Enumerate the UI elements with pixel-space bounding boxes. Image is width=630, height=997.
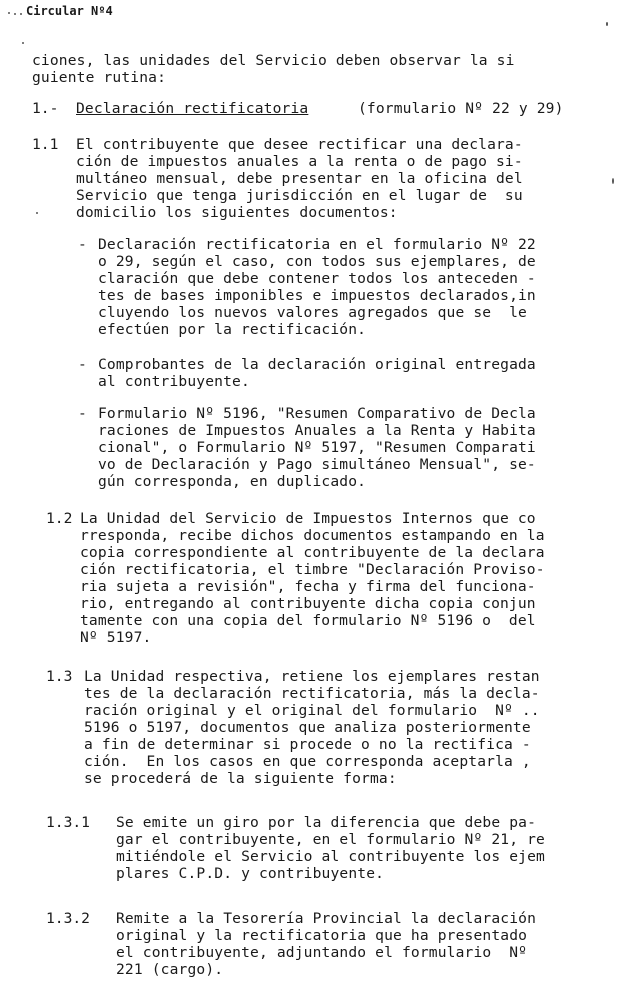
- bullet-dash: -: [78, 356, 87, 373]
- paragraph-line: a fin de determinar si procede o no la rectifica -: [84, 736, 531, 753]
- bullet-line: Declaración rectificatoria en el formulario Nº 22: [98, 236, 536, 253]
- scan-speck: [36, 212, 38, 214]
- paragraph-number: 1.2: [46, 510, 73, 527]
- paragraph-line: Nº 5197.: [80, 629, 152, 646]
- bullet-line: claración que debe contener todos los anteceden -: [98, 270, 536, 287]
- paragraph-line: 5196 o 5197, documentos que analiza posteriormente: [84, 719, 531, 736]
- paragraph-line: La Unidad del Servicio de Impuestos Internos que co: [80, 510, 536, 527]
- paragraph-line: rio, entregando al contribuyente dicha copia conjun: [80, 595, 536, 612]
- paragraph-line: La Unidad respectiva, retiene los ejemplares restan: [84, 668, 540, 685]
- bullet-line: efectúen por la rectificación.: [98, 321, 367, 338]
- paragraph-line: Servicio que tenga jurisdicción en el lugar de su: [76, 187, 523, 204]
- bullet-line: raciones de Impuestos Anuales a la Renta y Habita: [98, 422, 536, 439]
- paragraph-line: El contribuyente que desee rectificar una declara-: [76, 136, 523, 153]
- section-number: 1.-: [32, 100, 59, 117]
- scan-speck: [20, 13, 22, 15]
- paragraph-line: ción rectificatoria, el timbre "Declaración Proviso-: [80, 561, 545, 578]
- bullet-line: cional", o Formulario Nº 5197, "Resumen Comparati: [98, 439, 536, 456]
- bullet-line: cluyendo los nuevos valores agregados que se le: [98, 304, 527, 321]
- paragraph-number: 1.3.2: [46, 910, 90, 927]
- scan-speck: [8, 12, 10, 14]
- section-subtitle: (formulario Nº 22 y 29): [358, 100, 564, 117]
- paragraph-line: el contribuyente, adjuntando el formulario Nº: [116, 944, 528, 961]
- paragraph-line: ción de impuestos anuales a la renta o de pago si-: [76, 153, 523, 170]
- intro-line: ciones, las unidades del Servicio deben observar la si: [32, 52, 515, 69]
- paragraph-line: rresponda, recibe dichos documentos estampando en la: [80, 527, 545, 544]
- paragraph-line: domicilio los siguientes documentos:: [76, 204, 398, 221]
- paragraph-line: tamente con una copia del formulario Nº 5196 o del: [80, 612, 536, 629]
- paragraph-number: 1.3: [46, 668, 73, 685]
- paragraph-line: ria sujeta a revisión", fecha y firma del funciona-: [80, 578, 536, 595]
- paragraph-number: 1.3.1: [46, 814, 90, 831]
- paragraph-line: 221 (cargo).: [116, 961, 224, 978]
- scan-speck: [606, 22, 608, 26]
- paragraph-line: se procederá de la siguiente forma:: [84, 770, 397, 787]
- bullet-dash: -: [78, 236, 87, 253]
- paragraph-line: multáneo mensual, debe presentar en la oficina del: [76, 170, 523, 187]
- bullet-line: vo de Declaración y Pago simultáneo Mensual", se-: [98, 456, 536, 473]
- paragraph-line: tes de la declaración rectificatoria, más la decla-: [84, 685, 540, 702]
- section-title: Declaración rectificatoria: [76, 100, 309, 117]
- paragraph-line: plares C.P.D. y contribuyente.: [116, 865, 385, 882]
- scan-speck: [14, 13, 16, 15]
- circular-header: Circular Nº4: [26, 4, 113, 18]
- scan-speck: [612, 178, 614, 184]
- intro-line: guiente rutina:: [32, 69, 167, 86]
- bullet-line: gún corresponda, en duplicado.: [98, 473, 367, 490]
- paragraph-line: Se emite un giro por la diferencia que debe pa-: [116, 814, 537, 831]
- paragraph-line: Remite a la Tesorería Provincial la declaración: [116, 910, 537, 927]
- paragraph-line: gar el contribuyente, en el formulario Nº 21, re: [116, 831, 545, 848]
- bullet-dash: -: [78, 405, 87, 422]
- bullet-line: tes de bases imponibles e impuestos declarados,in: [98, 287, 536, 304]
- paragraph-line: mitiéndole el Servicio al contribuyente los ejem: [116, 848, 545, 865]
- paragraph-number: 1.1: [32, 136, 59, 153]
- bullet-line: Comprobantes de la declaración original entregada: [98, 356, 536, 373]
- bullet-line: Formulario Nº 5196, "Resumen Comparativo de Decla: [98, 405, 536, 422]
- paragraph-line: copia correspondiente al contribuyente de la declara: [80, 544, 545, 561]
- paragraph-line: ración original y el original del formulario Nº ..: [84, 702, 540, 719]
- bullet-line: al contribuyente.: [98, 373, 250, 390]
- paragraph-line: original y la rectificatoria que ha presentado: [116, 927, 528, 944]
- scan-speck: [22, 42, 24, 44]
- bullet-line: o 29, según el caso, con todos sus ejemplares, de: [98, 253, 536, 270]
- paragraph-line: ción. En los casos en que corresponda aceptarla ,: [84, 753, 531, 770]
